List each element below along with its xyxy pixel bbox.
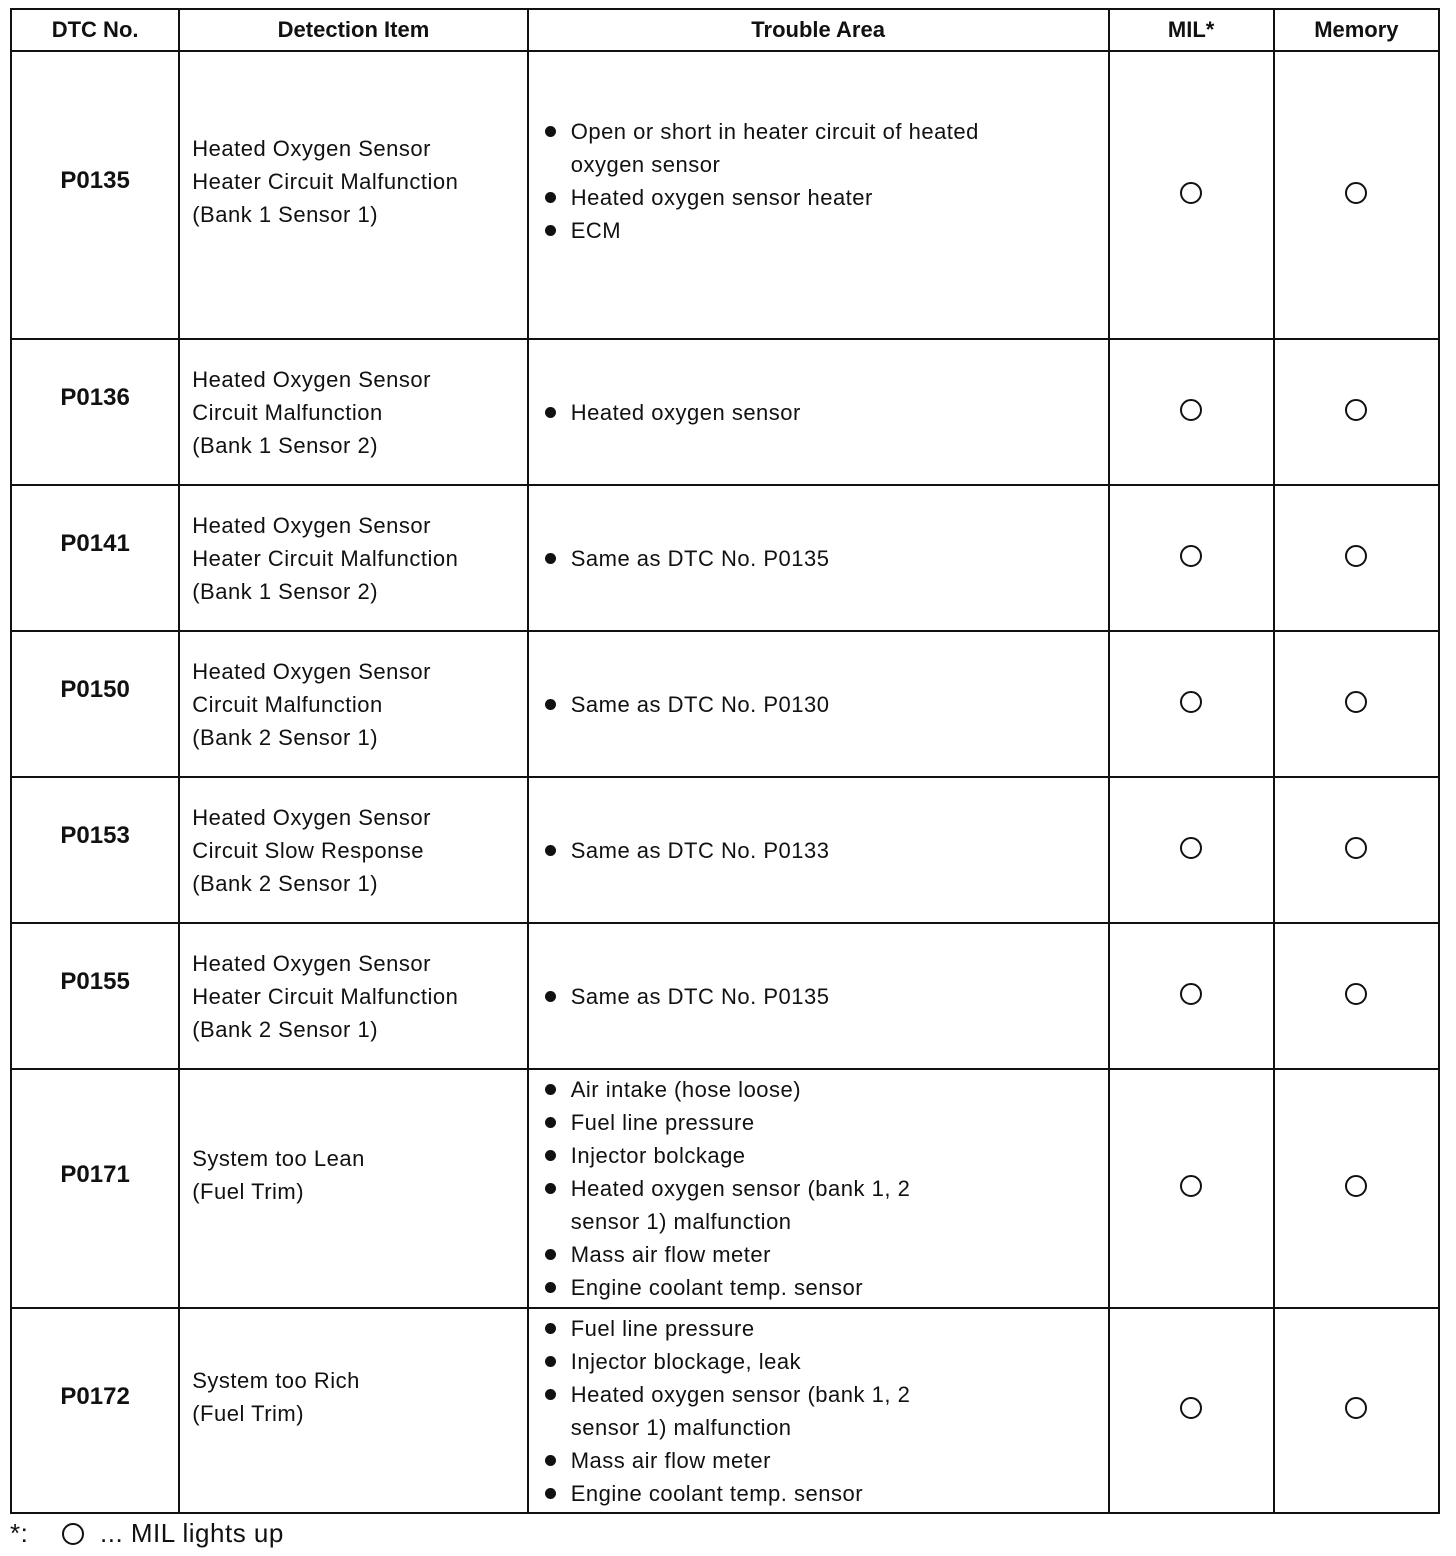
circle-icon bbox=[1345, 399, 1367, 421]
dtc-code: P0171 bbox=[11, 1069, 179, 1308]
detection-line: System too Rich bbox=[192, 1367, 360, 1393]
circle-icon bbox=[62, 1523, 84, 1545]
trouble-area bbox=[528, 631, 1109, 777]
dtc-code: P0136 bbox=[11, 339, 179, 485]
dtc-code: P0153 bbox=[11, 777, 179, 923]
detection-item bbox=[179, 485, 527, 631]
trouble-area bbox=[528, 339, 1109, 485]
trouble-bullet: ECM bbox=[543, 214, 1043, 247]
detection-item bbox=[179, 1308, 527, 1513]
circle-icon bbox=[1345, 545, 1367, 567]
table-row bbox=[11, 339, 1439, 485]
mil-cell bbox=[1109, 631, 1274, 777]
detection-line: Heated Oxygen Sensor bbox=[192, 804, 431, 830]
circle-icon bbox=[1180, 182, 1202, 204]
detection-line: Heated Oxygen Sensor bbox=[192, 658, 431, 684]
trouble-bullet: Same as DTC No. P0135 bbox=[543, 980, 1108, 1013]
circle-icon bbox=[1345, 1175, 1367, 1197]
memory-cell bbox=[1274, 1308, 1439, 1513]
circle-icon bbox=[1345, 983, 1367, 1005]
header-memory: Memory bbox=[1274, 9, 1439, 51]
detection-line: (Fuel Trim) bbox=[192, 1178, 305, 1204]
memory-cell bbox=[1274, 777, 1439, 923]
detection-line: (Bank 1 Sensor 2) bbox=[192, 432, 379, 458]
trouble-bullet: Heated oxygen sensor (bank 1, 2 sensor 1) malfunction bbox=[543, 1172, 983, 1238]
trouble-area bbox=[528, 51, 1109, 339]
mil-cell bbox=[1109, 1069, 1274, 1308]
table-row bbox=[11, 1308, 1439, 1513]
trouble-area bbox=[528, 923, 1109, 1069]
footnote-text: ... MIL lights up bbox=[100, 1518, 284, 1548]
memory-cell bbox=[1274, 923, 1439, 1069]
detection-line: (Bank 1 Sensor 1) bbox=[192, 201, 379, 227]
table-row bbox=[11, 631, 1439, 777]
table-row bbox=[11, 777, 1439, 923]
mil-cell bbox=[1109, 51, 1274, 339]
circle-icon bbox=[1180, 1397, 1202, 1419]
mil-cell bbox=[1109, 485, 1274, 631]
trouble-bullet: Air intake (hose loose) bbox=[543, 1073, 983, 1106]
trouble-bullet: Mass air flow meter bbox=[543, 1444, 983, 1477]
detection-line: (Bank 2 Sensor 1) bbox=[192, 724, 379, 750]
trouble-bullet: Same as DTC No. P0133 bbox=[543, 834, 1108, 867]
circle-icon bbox=[1180, 837, 1202, 859]
detection-line: Heated Oxygen Sensor bbox=[192, 950, 431, 976]
table-body bbox=[11, 51, 1439, 1513]
circle-icon bbox=[1345, 1397, 1367, 1419]
circle-icon bbox=[1180, 1175, 1202, 1197]
memory-cell bbox=[1274, 1069, 1439, 1308]
trouble-bullet: Heated oxygen sensor heater bbox=[543, 181, 1043, 214]
trouble-bullet: Fuel line pressure bbox=[543, 1106, 983, 1139]
table-header-row bbox=[11, 9, 1439, 51]
dtc-page bbox=[10, 8, 1440, 1549]
detection-line: (Bank 1 Sensor 2) bbox=[192, 578, 379, 604]
trouble-bullet: Same as DTC No. P0130 bbox=[543, 688, 1108, 721]
mil-cell bbox=[1109, 339, 1274, 485]
trouble-bullet: Injector bolckage bbox=[543, 1139, 983, 1172]
detection-item bbox=[179, 631, 527, 777]
detection-item bbox=[179, 51, 527, 339]
dtc-code: P0135 bbox=[11, 51, 179, 339]
table-row bbox=[11, 923, 1439, 1069]
trouble-bullet: Engine coolant temp. sensor bbox=[543, 1477, 983, 1510]
circle-icon bbox=[1180, 983, 1202, 1005]
memory-cell bbox=[1274, 631, 1439, 777]
footnote-marker: *: bbox=[10, 1518, 29, 1548]
trouble-area bbox=[528, 1069, 1109, 1308]
trouble-bullet: Mass air flow meter bbox=[543, 1238, 983, 1271]
trouble-bullet: Injector blockage, leak bbox=[543, 1345, 983, 1378]
table-row bbox=[11, 51, 1439, 339]
circle-icon bbox=[1180, 545, 1202, 567]
trouble-area bbox=[528, 777, 1109, 923]
memory-cell bbox=[1274, 51, 1439, 339]
header-mil: MIL* bbox=[1109, 9, 1274, 51]
trouble-area bbox=[528, 1308, 1109, 1513]
mil-cell bbox=[1109, 923, 1274, 1069]
detection-item bbox=[179, 777, 527, 923]
detection-item bbox=[179, 1069, 527, 1308]
dtc-table bbox=[10, 8, 1440, 1514]
dtc-code: P0155 bbox=[11, 923, 179, 1069]
trouble-bullet: Engine coolant temp. sensor bbox=[543, 1271, 983, 1304]
detection-line: Heated Oxygen Sensor bbox=[192, 366, 431, 392]
circle-icon bbox=[1345, 837, 1367, 859]
detection-item bbox=[179, 339, 527, 485]
mil-cell bbox=[1109, 777, 1274, 923]
detection-line: Heated Oxygen Sensor bbox=[192, 512, 431, 538]
detection-line: Heater Circuit Malfunction bbox=[192, 545, 459, 571]
memory-cell bbox=[1274, 339, 1439, 485]
detection-line: (Bank 2 Sensor 1) bbox=[192, 870, 379, 896]
header-detection-item: Detection Item bbox=[179, 9, 527, 51]
detection-line: (Fuel Trim) bbox=[192, 1400, 305, 1426]
header-dtc-no: DTC No. bbox=[11, 9, 179, 51]
table-row bbox=[11, 485, 1439, 631]
trouble-bullet: Open or short in heater circuit of heated oxygen sensor bbox=[543, 115, 1043, 181]
detection-line: Heater Circuit Malfunction bbox=[192, 168, 459, 194]
table-row bbox=[11, 1069, 1439, 1308]
mil-cell bbox=[1109, 1308, 1274, 1513]
circle-icon bbox=[1345, 182, 1367, 204]
trouble-area bbox=[528, 485, 1109, 631]
detection-line: Heated Oxygen Sensor bbox=[192, 135, 431, 161]
header-trouble-area: Trouble Area bbox=[528, 9, 1109, 51]
detection-line: (Bank 2 Sensor 1) bbox=[192, 1016, 379, 1042]
circle-icon bbox=[1180, 399, 1202, 421]
footnote bbox=[10, 1518, 1440, 1549]
trouble-bullet: Same as DTC No. P0135 bbox=[543, 542, 1108, 575]
dtc-code: P0150 bbox=[11, 631, 179, 777]
detection-line: Heater Circuit Malfunction bbox=[192, 983, 459, 1009]
trouble-bullet: Fuel line pressure bbox=[543, 1312, 983, 1345]
circle-icon bbox=[1345, 691, 1367, 713]
detection-item bbox=[179, 923, 527, 1069]
dtc-code: P0141 bbox=[11, 485, 179, 631]
memory-cell bbox=[1274, 485, 1439, 631]
detection-line: Circuit Malfunction bbox=[192, 691, 383, 717]
trouble-bullet: Heated oxygen sensor bbox=[543, 396, 1108, 429]
circle-icon bbox=[1180, 691, 1202, 713]
dtc-code: P0172 bbox=[11, 1308, 179, 1513]
detection-line: System too Lean bbox=[192, 1145, 365, 1171]
detection-line: Circuit Malfunction bbox=[192, 399, 383, 425]
detection-line: Circuit Slow Response bbox=[192, 837, 425, 863]
trouble-bullet: Heated oxygen sensor (bank 1, 2 sensor 1) malfunction bbox=[543, 1378, 983, 1444]
